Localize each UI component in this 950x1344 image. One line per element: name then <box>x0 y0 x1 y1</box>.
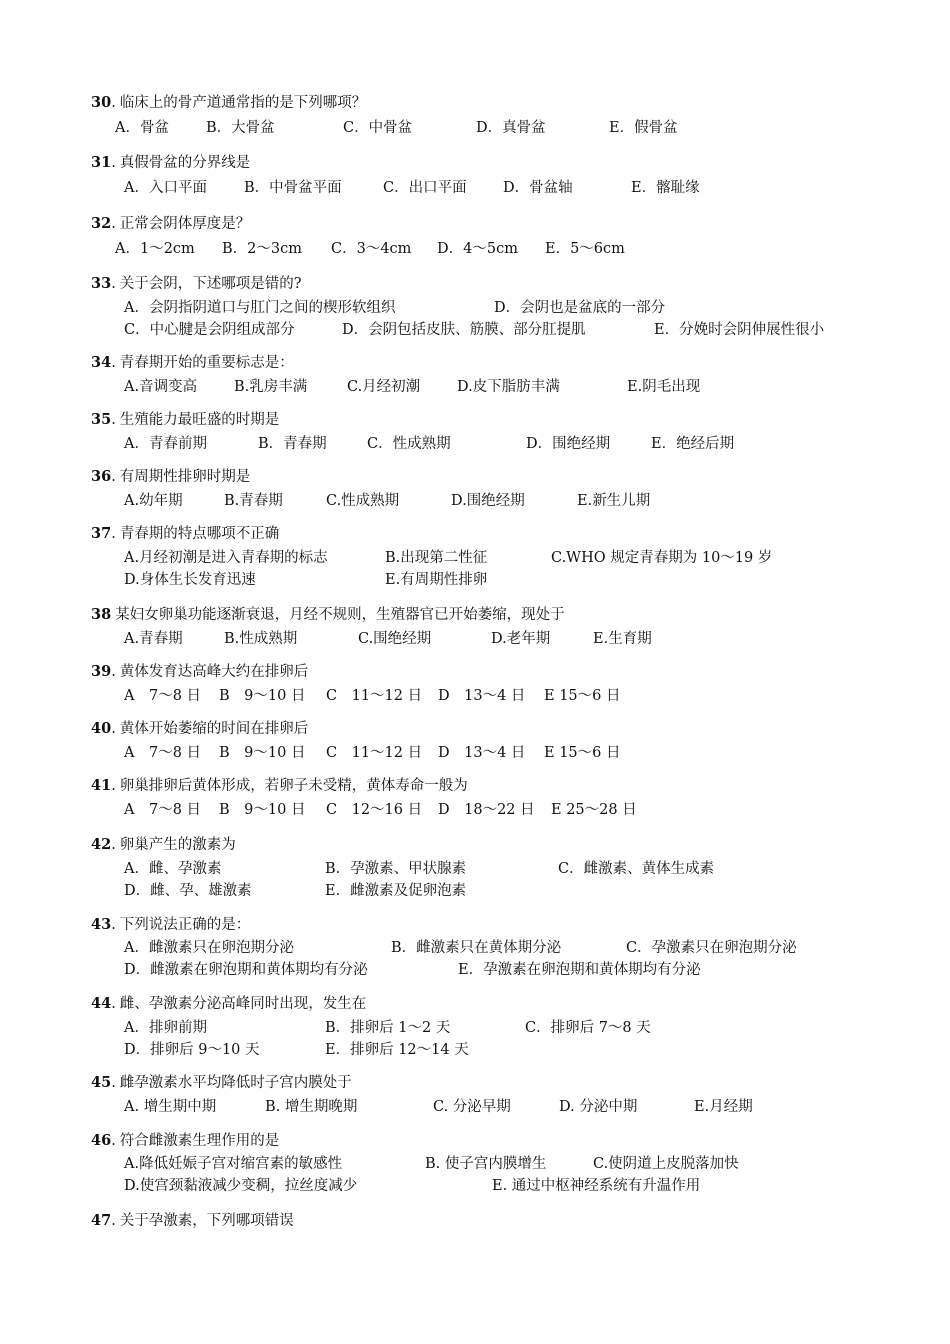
question-32 <box>91 214 250 234</box>
answer-option: C 11～12 日 <box>326 688 423 704</box>
option-row <box>0 320 950 340</box>
answer-option: E.生育期 <box>593 631 652 647</box>
question-text: 关于会阴，下述哪项是错的? <box>119 276 302 292</box>
question-text: 雌孕激素水平均降低时子宫内膜处于 <box>119 1075 352 1091</box>
answer-option: D.身体生长发育迅速 <box>124 572 256 588</box>
question-number-separator: . <box>111 526 116 542</box>
question-number: 36 <box>91 468 112 485</box>
question-number: 43 <box>91 916 112 933</box>
answer-option: E．假骨盆 <box>609 120 678 136</box>
question-number-separator: . <box>111 778 116 794</box>
answer-option: D．4～5cm <box>437 241 518 257</box>
question-number-separator: . <box>111 412 116 428</box>
option-row <box>0 629 950 649</box>
answer-option: D.老年期 <box>491 631 551 647</box>
answer-option: C. 分泌早期 <box>433 1099 511 1115</box>
question-number: 41 <box>91 777 112 794</box>
option-row <box>0 1040 950 1060</box>
option-row <box>0 377 950 397</box>
question-number: 35 <box>91 411 112 428</box>
question-number: 31 <box>91 154 112 171</box>
answer-option: C．出口平面 <box>383 180 467 196</box>
answer-option: A.降低妊娠子宫对缩宫素的敏感性 <box>124 1156 343 1172</box>
answer-option: E 15～6 日 <box>544 745 621 761</box>
question-number-separator: . <box>111 837 116 853</box>
answer-option: A.青春期 <box>124 631 183 647</box>
answer-option: A 7～8 日 <box>124 745 202 761</box>
answer-option: A．雌激素只在卵泡期分泌 <box>124 940 294 956</box>
option-row <box>0 859 950 879</box>
question-45 <box>91 1073 352 1093</box>
question-text: 黄体发育达高峰大约在排卵后 <box>119 664 309 680</box>
answer-option: A．骨盆 <box>115 120 169 136</box>
answer-option: B.乳房丰满 <box>234 379 308 395</box>
answer-option: C.使阴道上皮脱落加快 <box>593 1156 739 1172</box>
option-row <box>0 178 950 198</box>
question-number-separator: . <box>111 155 116 171</box>
question-number-separator: . <box>111 355 116 371</box>
option-row <box>0 686 950 706</box>
question-35 <box>91 410 279 430</box>
answer-option: D．骨盆轴 <box>503 180 573 196</box>
question-text: 卵巢排卵后黄体形成，若卵子未受精，黄体寿命一般为 <box>119 778 468 794</box>
answer-option: C．中心腱是会阴组成部分 <box>124 322 295 338</box>
question-number: 47 <box>91 1212 112 1229</box>
answer-option: C.性成熟期 <box>326 493 400 509</box>
question-text: 生殖能力最旺盛的时期是 <box>119 412 280 428</box>
answer-option: B. 增生期晚期 <box>265 1099 358 1115</box>
answer-option: B．大骨盆 <box>206 120 275 136</box>
option-row <box>0 548 950 568</box>
question-text: 关于孕激素，下列哪项错误 <box>119 1213 294 1229</box>
option-row <box>0 434 950 454</box>
answer-option: D.皮下脂肪丰满 <box>457 379 560 395</box>
question-text: 卵巢产生的激素为 <box>119 837 236 853</box>
option-row <box>0 1176 950 1196</box>
question-number: 30 <box>91 94 112 111</box>
question-number: 37 <box>91 525 112 542</box>
answer-option: E 25～28 日 <box>551 802 637 818</box>
question-30 <box>91 93 366 113</box>
question-number: 42 <box>91 836 112 853</box>
answer-option: D．真骨盆 <box>476 120 546 136</box>
question-number-separator: . <box>111 1213 116 1229</box>
answer-option: B 9～10 日 <box>219 745 306 761</box>
question-text: 真假骨盆的分界线是 <box>119 155 251 171</box>
question-46 <box>91 1131 279 1151</box>
question-number-separator: . <box>111 95 116 111</box>
option-row <box>0 1018 950 1038</box>
answer-option: D．会阴也是盆底的一部分 <box>494 300 666 316</box>
question-40 <box>91 719 308 739</box>
answer-option: C．雌激素、黄体生成素 <box>558 861 715 877</box>
answer-option: A．入口平面 <box>124 180 207 196</box>
option-row <box>0 800 950 820</box>
answer-option: D．排卵后 9～10 天 <box>124 1042 260 1058</box>
question-36 <box>91 467 250 487</box>
question-number-separator: . <box>111 917 116 933</box>
question-number-separator: . <box>111 996 116 1012</box>
answer-option: B.性成熟期 <box>224 631 298 647</box>
answer-option: C．性成熟期 <box>367 436 451 452</box>
answer-option: B 9～10 日 <box>219 802 306 818</box>
question-number-separator: . <box>111 1075 116 1091</box>
answer-option: A.月经初潮是进入青春期的标志 <box>124 550 328 566</box>
answer-option: B. 使子宫内膜增生 <box>425 1156 547 1172</box>
question-31 <box>91 153 250 173</box>
question-42 <box>91 835 236 855</box>
option-row <box>0 491 950 511</box>
question-43 <box>91 915 250 935</box>
option-row <box>0 118 950 138</box>
question-number: 33 <box>91 275 112 292</box>
answer-option: E．5～6cm <box>545 241 625 257</box>
question-41 <box>91 776 468 796</box>
answer-option: D．会阴包括皮肤、筋膜、部分肛提肌 <box>342 322 586 338</box>
question-text: 下列说法正确的是： <box>119 917 251 933</box>
answer-option: D.使宫颈黏液减少变稠，拉丝度减少 <box>124 1178 358 1194</box>
answer-option: C 11～12 日 <box>326 745 423 761</box>
answer-option: E．孕激素在卵泡期和黄体期均有分泌 <box>458 962 701 978</box>
answer-option: B 9～10 日 <box>219 688 306 704</box>
question-text: 某妇女卵巢功能逐渐衰退，月经不规则，生殖器官已开始萎缩，现处于 <box>115 607 565 623</box>
option-row <box>0 298 950 318</box>
question-33 <box>91 274 302 294</box>
question-47 <box>91 1211 294 1231</box>
answer-option: A．青春前期 <box>124 436 207 452</box>
answer-option: D 13～4 日 <box>438 688 526 704</box>
question-44 <box>91 994 366 1014</box>
answer-option: B．青春期 <box>258 436 327 452</box>
question-text: 符合雌激素生理作用的是 <box>119 1133 280 1149</box>
answer-option: A 7～8 日 <box>124 802 202 818</box>
question-number-separator: . <box>111 721 116 737</box>
answer-option: E．髂耻缘 <box>631 180 700 196</box>
question-number: 32 <box>91 215 112 232</box>
answer-option: C．排卵后 7～8 天 <box>525 1020 651 1036</box>
option-row <box>0 570 950 590</box>
question-number: 44 <box>91 995 112 1012</box>
answer-option: A 7～8 日 <box>124 688 202 704</box>
answer-option: A. 增生期中期 <box>124 1099 217 1115</box>
option-row <box>0 743 950 763</box>
question-number: 39 <box>91 663 112 680</box>
question-number: 40 <box>91 720 112 737</box>
option-row <box>0 1097 950 1117</box>
question-number-separator: . <box>111 469 116 485</box>
question-34 <box>91 353 294 373</box>
answer-option: D 18～22 日 <box>438 802 535 818</box>
answer-option: C 12～16 日 <box>326 802 423 818</box>
answer-option: D．雌、孕、雄激素 <box>124 883 252 899</box>
answer-option: D．围绝经期 <box>526 436 611 452</box>
question-38 <box>91 605 565 625</box>
answer-option: E. 通过中枢神经系统有升温作用 <box>492 1178 701 1194</box>
answer-option: B．雌激素只在黄体期分泌 <box>391 940 562 956</box>
answer-option: D. 分泌中期 <box>559 1099 638 1115</box>
option-row <box>0 960 950 980</box>
answer-option: A．雌、孕激素 <box>124 861 222 877</box>
question-number: 46 <box>91 1132 112 1149</box>
answer-option: E．绝经后期 <box>651 436 735 452</box>
answer-option: D．雌激素在卵泡期和黄体期均有分泌 <box>124 962 368 978</box>
question-number: 45 <box>91 1074 112 1091</box>
question-text: 黄体开始萎缩的时间在排卵后 <box>119 721 309 737</box>
answer-option: C．3～4cm <box>331 241 412 257</box>
answer-option: E.月经期 <box>694 1099 753 1115</box>
answer-option: D.围绝经期 <box>451 493 525 509</box>
answer-option: A．1～2cm <box>115 241 195 257</box>
answer-option: C.WHO 规定青春期为 10～19 岁 <box>551 550 773 566</box>
question-number-separator: . <box>111 216 116 232</box>
answer-option: B.青春期 <box>224 493 283 509</box>
answer-option: A．会阴指阴道口与肛门之间的楔形软组织 <box>124 300 396 316</box>
option-row <box>0 881 950 901</box>
option-row <box>0 239 950 259</box>
answer-option: E 15～6 日 <box>544 688 621 704</box>
answer-option: E.阴毛出现 <box>627 379 701 395</box>
answer-option: C．中骨盆 <box>343 120 413 136</box>
question-text: 正常会阴体厚度是？ <box>119 216 251 232</box>
answer-option: B.出现第二性征 <box>385 550 488 566</box>
answer-option: B．孕激素、甲状腺素 <box>325 861 467 877</box>
answer-option: D 13～4 日 <box>438 745 526 761</box>
answer-option: E.新生儿期 <box>577 493 651 509</box>
answer-option: B．2～3cm <box>222 241 302 257</box>
question-text: 临床上的骨产道通常指的是下列哪项？ <box>119 95 367 111</box>
question-number: 34 <box>91 354 112 371</box>
answer-option: A.音调变高 <box>124 379 198 395</box>
answer-option: A．排卵前期 <box>124 1020 207 1036</box>
option-row <box>0 1154 950 1174</box>
answer-option: A.幼年期 <box>124 493 183 509</box>
answer-option: B．排卵后 1～2 天 <box>325 1020 451 1036</box>
answer-option: E．雌激素及促卵泡素 <box>325 883 467 899</box>
answer-option: E．排卵后 12～14 天 <box>325 1042 469 1058</box>
question-number-separator: . <box>111 276 116 292</box>
answer-option: C.月经初潮 <box>347 379 421 395</box>
question-text: 雌、孕激素分泌高峰同时出现，发生在 <box>119 996 367 1012</box>
question-text: 青春期开始的重要标志是： <box>119 355 294 371</box>
option-row <box>0 938 950 958</box>
question-text: 有周期性排卵时期是 <box>119 469 251 485</box>
question-37 <box>91 524 279 544</box>
answer-option: E.有周期性排卵 <box>385 572 488 588</box>
question-number: 38 <box>91 606 112 623</box>
question-number-separator: . <box>111 664 116 680</box>
answer-option: C．孕激素只在卵泡期分泌 <box>626 940 797 956</box>
question-text: 青春期的特点哪项不正确 <box>119 526 280 542</box>
answer-option: B．中骨盆平面 <box>244 180 342 196</box>
answer-option: E．分娩时会阴伸展性很小 <box>654 322 825 338</box>
answer-option: C.围绝经期 <box>358 631 432 647</box>
question-number-separator: . <box>111 1133 116 1149</box>
question-39 <box>91 662 308 682</box>
